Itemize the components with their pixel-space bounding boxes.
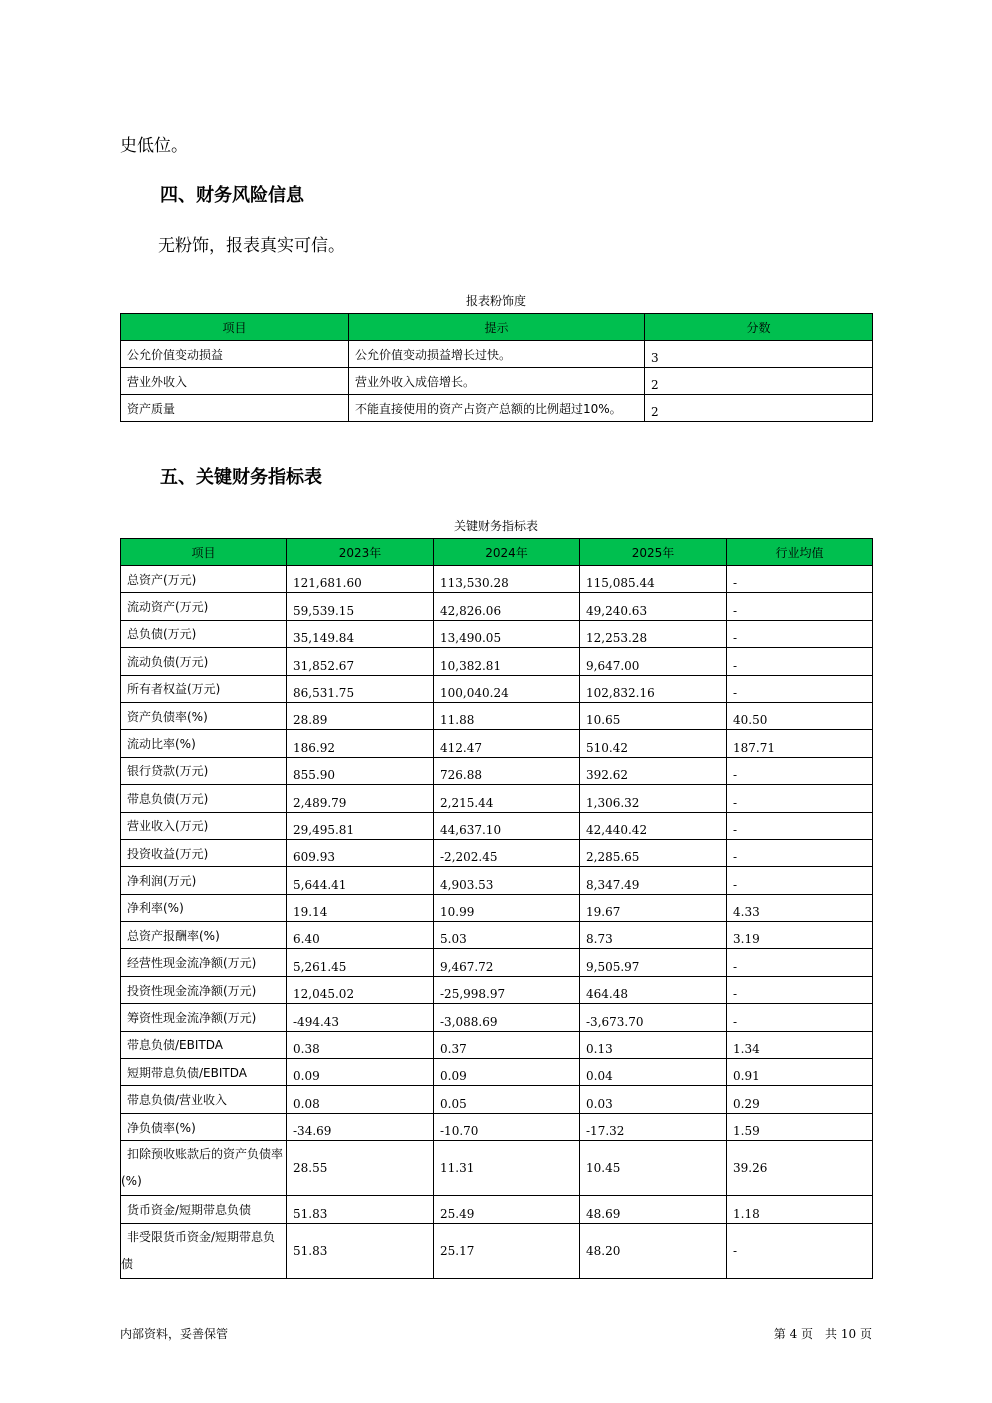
table-header-row [121,314,873,341]
table-row [121,867,873,894]
table-row [121,949,873,976]
row-item-cell: 流动负债(万元) [121,648,287,675]
row-industry-cell: - [727,675,873,702]
page-prefix: 第 [773,1327,786,1341]
row-score-cell: 2 [645,368,873,395]
row-item-cell: 筹资性现金流净额(万元) [121,1004,287,1031]
row-item-cell: 流动比率(%) [121,730,287,757]
row-2024-cell: 11.31 [434,1141,580,1196]
row-2023-cell: 6.40 [287,922,434,949]
row-2025-cell: 48.20 [580,1223,727,1278]
header-2024: 2024年 [434,539,580,566]
row-industry-cell: 0.91 [727,1059,873,1086]
row-2023-cell: 19.14 [287,894,434,921]
row-2025-cell: 464.48 [580,976,727,1003]
section4-text: 无粉饰，报表真实可信。 [158,236,345,256]
row-item-cell: 投资性现金流净额(万元) [121,976,287,1003]
header-hint: 提示 [349,314,645,341]
row-industry-cell: - [727,593,873,620]
table-row [121,620,873,647]
page-suffix: 页 [859,1327,872,1341]
header-item: 项目 [121,539,287,566]
row-item-cell: 净负债率(%) [121,1113,287,1140]
table-row [121,757,873,784]
table-row [121,894,873,921]
row-item-cell: 经营性现金流净额(万元) [121,949,287,976]
row-2023-cell: 51.83 [287,1196,434,1223]
row-2025-cell: 42,440.42 [580,812,727,839]
row-industry-cell: - [727,1004,873,1031]
row-2024-cell: 13,490.05 [434,620,580,647]
table-row [121,648,873,675]
row-item-cell: 非受限货币资金/短期带息负债 [121,1223,287,1278]
row-item-cell: 流动资产(万元) [121,593,287,620]
row-2024-cell: -2,202.45 [434,839,580,866]
row-industry-cell: 1.18 [727,1196,873,1223]
table-row [121,1059,873,1086]
table-row [121,1113,873,1140]
row-2023-cell: 5,261.45 [287,949,434,976]
row-2025-cell: 0.13 [580,1031,727,1058]
row-2023-cell: 855.90 [287,757,434,784]
table-row [121,566,873,593]
row-industry-cell: - [727,1223,873,1278]
key-financial-table [120,538,873,1279]
header-item: 项目 [121,314,349,341]
row-industry-cell: 187.71 [727,730,873,757]
row-2025-cell: 115,085.44 [580,566,727,593]
row-2024-cell: 2,215.44 [434,785,580,812]
row-2025-cell: 102,832.16 [580,675,727,702]
row-item-cell: 营业收入(万元) [121,812,287,839]
row-item-cell: 扣除预收账款后的资产负债率(%) [121,1141,287,1196]
row-2025-cell: 8,347.49 [580,867,727,894]
table-row [121,812,873,839]
row-industry-cell: - [727,839,873,866]
row-score-cell: 2 [645,395,873,422]
row-industry-cell: 3.19 [727,922,873,949]
row-2024-cell: 100,040.24 [434,675,580,702]
row-industry-cell: - [727,757,873,784]
row-2024-cell: 412.47 [434,730,580,757]
row-2024-cell: -10.70 [434,1113,580,1140]
row-2025-cell: 19.67 [580,894,727,921]
row-industry-cell: 39.26 [727,1141,873,1196]
row-score-cell: 3 [645,341,873,368]
row-2024-cell: 25.17 [434,1223,580,1278]
row-2025-cell: 9,647.00 [580,648,727,675]
row-2023-cell: -34.69 [287,1113,434,1140]
row-item-cell: 净利率(%) [121,894,287,921]
table-row [121,395,873,422]
row-2024-cell: -25,998.97 [434,976,580,1003]
row-hint-cell: 营业外收入成倍增长。 [349,368,645,395]
row-item-cell: 总负债(万元) [121,620,287,647]
table-row [121,1086,873,1113]
section5-heading: 五、关键财务指标表 [160,467,322,488]
row-item-cell: 资产负债率(%) [121,702,287,729]
row-industry-cell: - [727,867,873,894]
row-2024-cell: 9,467.72 [434,949,580,976]
row-2023-cell: -494.43 [287,1004,434,1031]
table-row [121,1004,873,1031]
row-2025-cell: 0.04 [580,1059,727,1086]
row-2024-cell: 0.09 [434,1059,580,1086]
row-2025-cell: -17.32 [580,1113,727,1140]
table-row [121,1031,873,1058]
row-2023-cell: 51.83 [287,1223,434,1278]
table-row [121,922,873,949]
row-industry-cell: 0.29 [727,1086,873,1113]
row-2025-cell: 48.69 [580,1196,727,1223]
row-item-cell: 总资产报酬率(%) [121,922,287,949]
row-2024-cell: 25.49 [434,1196,580,1223]
row-2023-cell: 0.08 [287,1086,434,1113]
row-2023-cell: 31,852.67 [287,648,434,675]
row-2025-cell: 10.45 [580,1141,727,1196]
row-2023-cell: 28.89 [287,702,434,729]
row-2025-cell: 10.65 [580,702,727,729]
row-item-cell: 营业外收入 [121,368,349,395]
row-2024-cell: 0.37 [434,1031,580,1058]
page-number [774,1325,872,1342]
table-row [121,976,873,1003]
row-2024-cell: 4,903.53 [434,867,580,894]
table-row [121,593,873,620]
header-industry-avg: 行业均值 [727,539,873,566]
row-industry-cell: - [727,976,873,1003]
row-2025-cell: 8.73 [580,922,727,949]
table-header-row [121,539,873,566]
row-2025-cell: 12,253.28 [580,620,727,647]
header-2025: 2025年 [580,539,727,566]
row-2023-cell: 29,495.81 [287,812,434,839]
table-row [121,1223,873,1278]
row-industry-cell: - [727,648,873,675]
row-industry-cell: - [727,812,873,839]
page-current: 4 [789,1327,798,1341]
row-2023-cell: 12,045.02 [287,976,434,1003]
table2-caption: 关键财务指标表 [453,519,538,533]
table-row [121,341,873,368]
table-row [121,839,873,866]
table-row [121,702,873,729]
intro-tail-text: 史低位。 [120,136,188,156]
row-2024-cell: 0.05 [434,1086,580,1113]
table-row [121,368,873,395]
row-2025-cell: -3,673.70 [580,1004,727,1031]
table-row [121,1196,873,1223]
row-2023-cell: 86,531.75 [287,675,434,702]
row-2024-cell: -3,088.69 [434,1004,580,1031]
row-industry-cell: 40.50 [727,702,873,729]
row-item-cell: 总资产(万元) [121,566,287,593]
row-item-cell: 货币资金/短期带息负债 [121,1196,287,1223]
row-hint-cell: 不能直接使用的资产占资产总额的比例超过10%。 [349,395,645,422]
row-industry-cell: - [727,785,873,812]
table-row [121,1141,873,1196]
row-item-cell: 公允价值变动损益 [121,341,349,368]
page-mid: 页 共 [801,1327,838,1341]
row-2023-cell: 186.92 [287,730,434,757]
row-item-cell: 带息负债(万元) [121,785,287,812]
row-item-cell: 带息负债/营业收入 [121,1086,287,1113]
row-2023-cell: 609.93 [287,839,434,866]
table1-caption: 报表粉饰度 [465,294,526,308]
row-2025-cell: 2,285.65 [580,839,727,866]
row-2024-cell: 5.03 [434,922,580,949]
row-2024-cell: 113,530.28 [434,566,580,593]
row-industry-cell: 1.59 [727,1113,873,1140]
row-2025-cell: 510.42 [580,730,727,757]
section4-heading: 四、财务风险信息 [160,185,304,206]
table-row [121,675,873,702]
row-item-cell: 投资收益(万元) [121,839,287,866]
row-industry-cell: - [727,620,873,647]
row-2024-cell: 726.88 [434,757,580,784]
row-2023-cell: 0.38 [287,1031,434,1058]
row-2024-cell: 44,637.10 [434,812,580,839]
table-row [121,730,873,757]
row-2023-cell: 121,681.60 [287,566,434,593]
row-industry-cell: 4.33 [727,894,873,921]
row-2023-cell: 35,149.84 [287,620,434,647]
row-2024-cell: 10,382.81 [434,648,580,675]
row-item-cell: 净利润(万元) [121,867,287,894]
row-2025-cell: 392.62 [580,757,727,784]
row-2025-cell: 1,306.32 [580,785,727,812]
row-2024-cell: 42,826.06 [434,593,580,620]
row-2024-cell: 11.88 [434,702,580,729]
row-item-cell: 所有者权益(万元) [121,675,287,702]
row-industry-cell: - [727,949,873,976]
row-item-cell: 带息负债/EBITDA [121,1031,287,1058]
table-row [121,785,873,812]
row-item-cell: 资产质量 [121,395,349,422]
row-hint-cell: 公允价值变动损益增长过快。 [349,341,645,368]
header-score: 分数 [645,314,873,341]
row-2025-cell: 0.03 [580,1086,727,1113]
row-2023-cell: 59,539.15 [287,593,434,620]
row-2023-cell: 2,489.79 [287,785,434,812]
row-industry-cell: - [727,566,873,593]
row-2023-cell: 0.09 [287,1059,434,1086]
row-2024-cell: 10.99 [434,894,580,921]
fraud-risk-table [120,313,873,422]
row-item-cell: 短期带息负债/EBITDA [121,1059,287,1086]
row-2025-cell: 9,505.97 [580,949,727,976]
row-item-cell: 银行贷款(万元) [121,757,287,784]
row-2025-cell: 49,240.63 [580,593,727,620]
row-2023-cell: 5,644.41 [287,867,434,894]
footer-note: 内部资料，妥善保管 [120,1327,229,1341]
row-2023-cell: 28.55 [287,1141,434,1196]
header-2023: 2023年 [287,539,434,566]
page-total: 10 [840,1327,857,1341]
row-industry-cell: 1.34 [727,1031,873,1058]
